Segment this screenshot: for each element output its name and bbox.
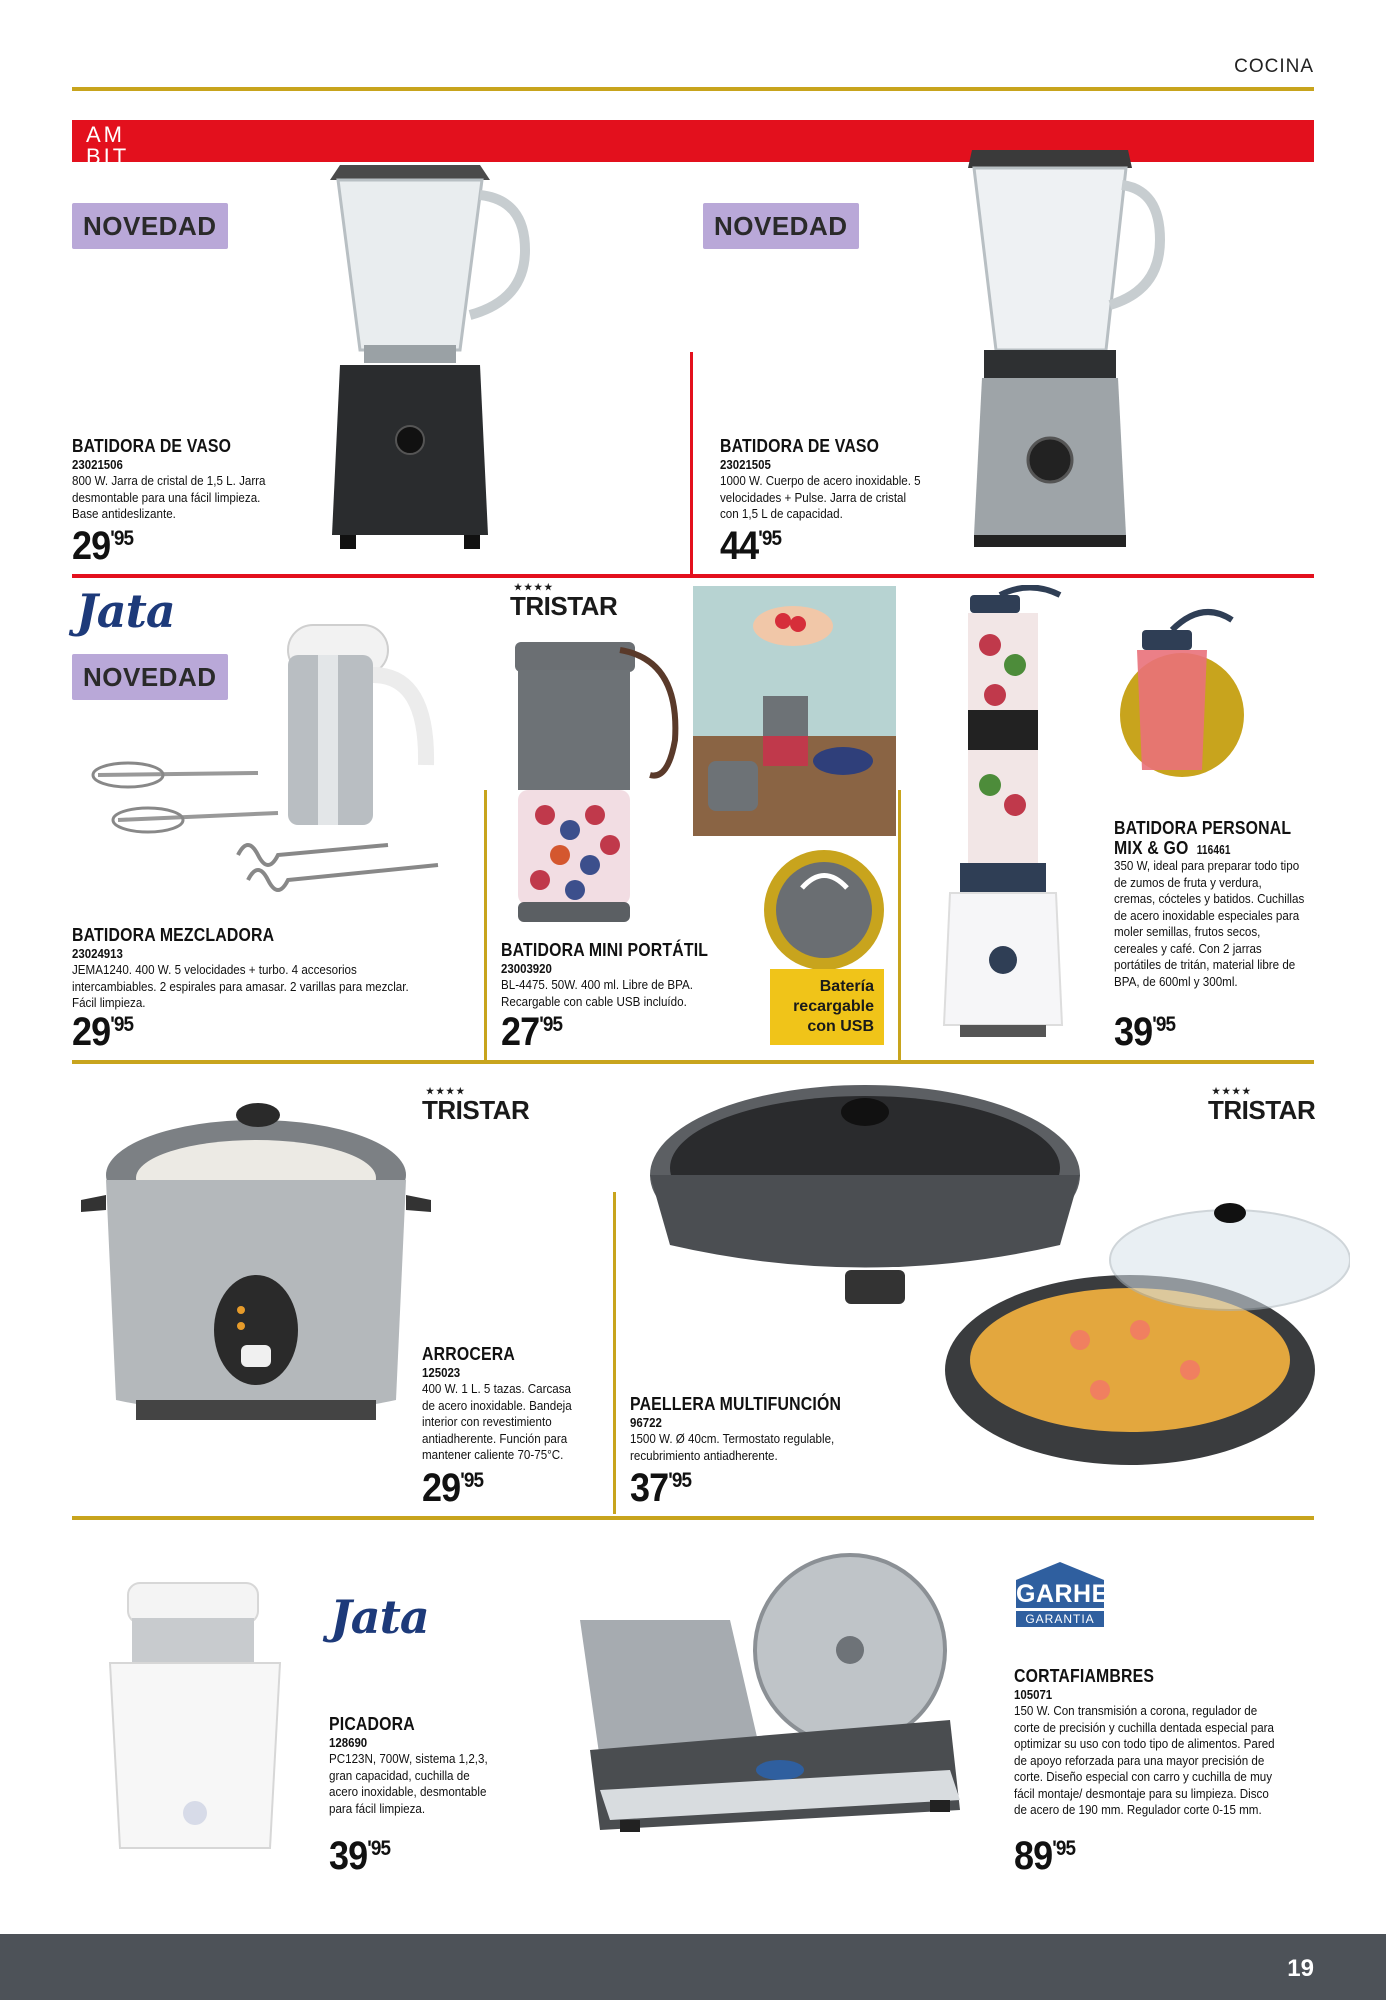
novedad-badge: NOVEDAD (72, 654, 228, 700)
product-code: 96722 (630, 1415, 662, 1430)
page-number: 19 (1287, 1955, 1314, 1982)
product-title: CORTAFIAMBRES (1014, 1666, 1155, 1686)
product-title: BATIDORA DE VASO (720, 436, 880, 456)
product-title: BATIDORA MINI PORTÁTIL (501, 940, 709, 960)
product-title: BATIDORA MEZCLADORA (72, 925, 275, 945)
product-description: 350 W, ideal para preparar todo tipo de zumos de fruta y verdura, cremas, cócteles y batidos. Cuchillas de acero inoxidable especiales para moler semillas, frutos secos, cereales y café. Con 2 jarras portátiles de tritán, material libre de BPA, de 600ml y 300ml. (1114, 858, 1305, 989)
column-divider (484, 790, 487, 1060)
mini-blender-image (510, 640, 690, 930)
product-title: PAELLERA MULTIFUNCIÓN (630, 1394, 842, 1414)
blender-black-image (320, 140, 540, 560)
product-description: PC123N, 700W, sistema 1,2,3, gran capacidad, cuchilla de acero inoxidable, desmontable para fácil limpieza. (329, 1751, 488, 1816)
product-price: 27'95 (501, 1010, 563, 1054)
column-divider (690, 352, 693, 574)
personal-blender-bottle-image (1112, 600, 1252, 800)
jata-logo: Jata (76, 584, 175, 638)
product-code: 105071 (1014, 1687, 1053, 1702)
garhe-logo: GARHE GARANTIA (1016, 1562, 1104, 1627)
section-title: COCINA (1234, 56, 1314, 77)
product-code: 23003920 (501, 961, 552, 976)
tristar-logo: ★★★★ TRISTAR (510, 582, 618, 621)
tristar-logo: ★★★★ TRISTAR (422, 1086, 530, 1125)
product-code: 128690 (329, 1735, 368, 1750)
product-description: 1500 W. Ø 40cm. Termostato regulable, recubrimiento antiadherente. (630, 1431, 835, 1463)
column-divider (898, 790, 901, 1060)
product-code: 125023 (422, 1365, 461, 1380)
product-title: ARROCERA (422, 1344, 515, 1364)
product-price: 39'95 (329, 1834, 391, 1878)
novedad-badge: NOVEDAD (703, 203, 859, 249)
product-code: 23021506 (72, 457, 123, 472)
product-code: 23024913 (72, 946, 123, 961)
row-rule (72, 1516, 1314, 1520)
ambit-logo: AM BIT (86, 122, 130, 169)
product-price: 29'95 (72, 1010, 134, 1054)
product-description: 400 W. 1 L. 5 tazas. Carcasa de acero inoxidable. Bandeja interior con revestimiento antiadherente. Función para mantener caliente 70-75°C. (422, 1381, 572, 1462)
header-rule (72, 87, 1314, 91)
column-divider (613, 1192, 616, 1514)
product-description: BL-4475. 50W. 400 ml. Libre de BPA. Recargable con cable USB incluído. (501, 977, 694, 1009)
product-description: JEMA1240. 400 W. 5 velocidades + turbo. 4 accesorios intercambiables. 2 espirales para amasar. 2 varillas para mezclar. Fácil limpieza. (72, 962, 409, 1010)
rice-cooker-image (76, 1100, 436, 1440)
garhe-roof-icon (1016, 1562, 1104, 1580)
product-price: 37'95 (630, 1466, 692, 1510)
product-subtitle: MIX & GO 116461 (1114, 838, 1231, 858)
product-code: 23021505 (720, 457, 771, 472)
battery-badge: Batería recargable con USB (770, 969, 884, 1045)
chopper-image (100, 1578, 300, 1868)
product-price: 39'95 (1114, 1010, 1176, 1054)
personal-blender-image (940, 585, 1120, 1045)
product-price: 29'95 (422, 1466, 484, 1510)
meat-slicer-image (560, 1550, 980, 1870)
lid-detail-image (762, 848, 887, 973)
row-rule (72, 1060, 1314, 1064)
novedad-badge: NOVEDAD (72, 203, 228, 249)
blender-steel-image (960, 140, 1180, 560)
product-title: BATIDORA PERSONAL (1114, 818, 1292, 838)
product-description: 1000 W. Cuerpo de acero inoxidable. 5 velocidades + Pulse. Jarra de cristal con 1,5 L de capacidad. (720, 473, 921, 521)
product-price: 29'95 (72, 524, 134, 568)
row-rule (72, 574, 1314, 578)
product-price: 44'95 (720, 524, 782, 568)
mini-blender-lifestyle-photo (693, 586, 896, 836)
hand-mixer-image (88, 615, 448, 895)
product-description: 800 W. Jarra de cristal de 1,5 L. Jarra desmontable para una fácil limpieza. Base antideslizante. (72, 473, 266, 521)
jata-logo: Jata (330, 1590, 429, 1644)
tristar-logo: ★★★★ TRISTAR (1208, 1086, 1316, 1125)
page-footer (0, 1934, 1386, 2000)
product-description: 150 W. Con transmisión a corona, regulador de corte de precisión y cuchilla dentada especial para optimizar su uso con todo tipo de alimentos. Pared de apoyo reforzada para una mayor precisión de corte. Diseño especial con carro y cuchilla de muy fácil montaje/ desmontaje para su limpieza. Disco de acero de 190 mm. Regulador corte 0-15 mm. (1014, 1703, 1275, 1817)
product-title: PICADORA (329, 1714, 415, 1734)
product-price: 89'95 (1014, 1834, 1076, 1878)
product-title: BATIDORA DE VASO (72, 436, 232, 456)
